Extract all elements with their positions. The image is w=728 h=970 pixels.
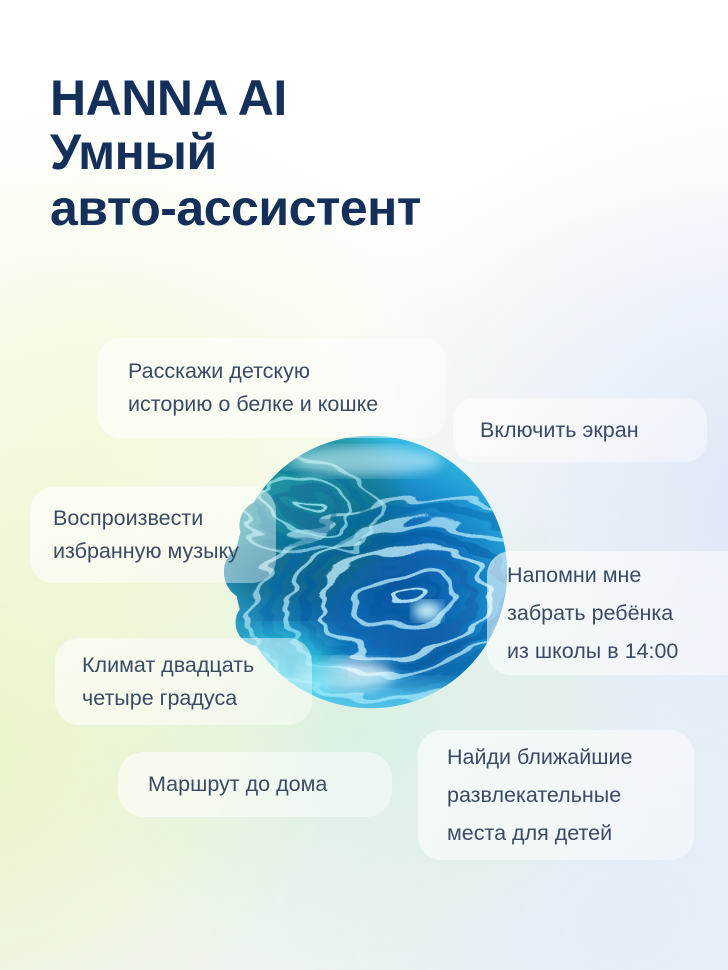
chip-text-line: Климат двадцать (82, 652, 255, 677)
suggestion-chip-play-favorite-music[interactable] (30, 487, 276, 583)
chip-text-line: Маршрут до дома (148, 772, 328, 796)
suggestion-chip-find-entertainment[interactable] (418, 730, 694, 860)
chip-text-line: места для детей (447, 821, 613, 845)
chip-text-line: избранную музыку (53, 539, 239, 563)
subtitle-line-2: авто-ассистент (50, 180, 421, 236)
chip-text-line: Включить экран (480, 417, 639, 442)
chip-text-line: забрать ребёнка (507, 601, 674, 625)
chip-text-line: четыре градуса (82, 685, 238, 710)
suggestion-chip-route-home[interactable] (118, 752, 392, 817)
page-title (50, 72, 421, 236)
chip-text-line: историю о белке и кошке (128, 392, 379, 416)
chip-text-line: Воспроизвести (53, 506, 204, 530)
chip-text-line: Расскажи детскую (128, 359, 310, 383)
brand-name: HANNA AI (50, 70, 287, 126)
suggestion-chip-climate-24-degrees[interactable] (55, 638, 312, 725)
chip-text-line: Найди ближайшие (447, 745, 633, 769)
suggestion-chip-tell-kids-story[interactable] (97, 338, 446, 438)
suggestion-chip-remind-pick-up-child[interactable] (487, 551, 728, 675)
suggestion-chip-turn-on-screen[interactable] (453, 398, 707, 462)
subtitle-line-1: Умный (50, 124, 217, 180)
chip-text-line: развлекательные (447, 783, 622, 807)
chip-text-line: Напомни мне (507, 563, 642, 587)
chip-text-line: из школы в 14:00 (507, 639, 679, 663)
